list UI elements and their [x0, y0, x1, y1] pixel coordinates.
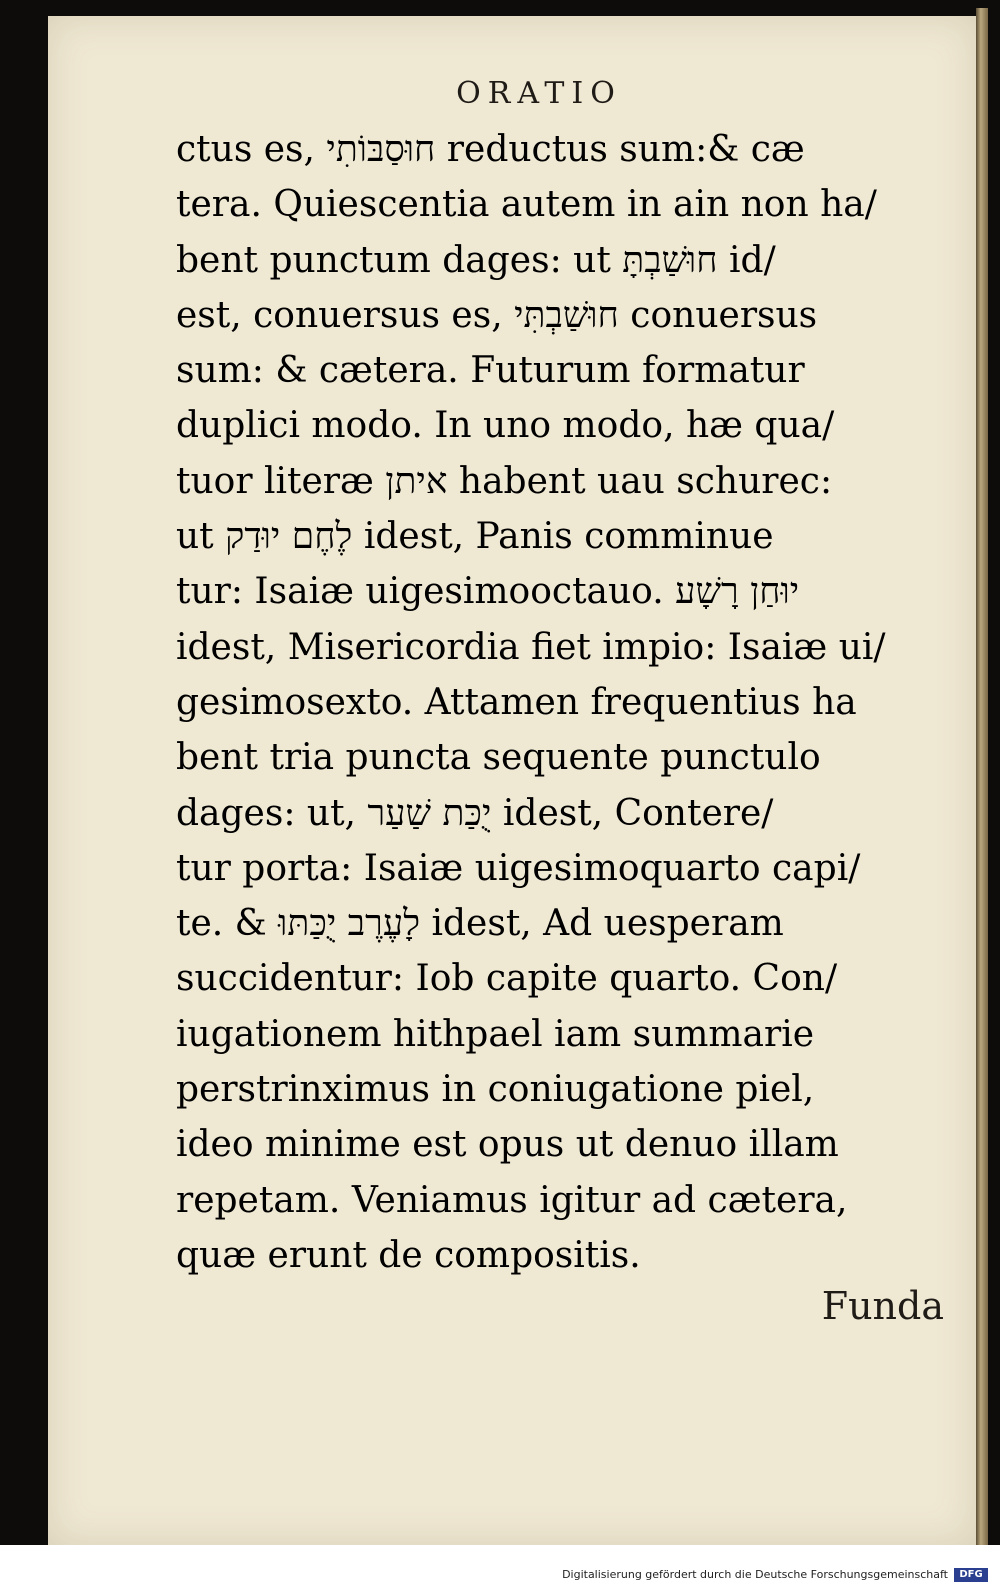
text-line: ut לֶחֶם יוּדַק idest, Panis comminue [176, 516, 774, 558]
dfg-logo: DFG [954, 1568, 988, 1582]
text-line: tuor literæ איתן habent uau schurec: [176, 460, 833, 502]
text-line: est, conuersus es, חוּשַׁבְתִּי conuersus [176, 294, 818, 336]
text-line: gesimosexto. Attamen frequentius ha [176, 681, 857, 723]
text-line: bent punctum dages: ut חוּשַׁבְתָּ id/ [176, 239, 776, 281]
text-line: tur: Isaiæ uigesimooctauo. יוּחַן רָשָׁע [176, 571, 800, 613]
footer-bar [0, 1545, 1000, 1591]
text-line: tur porta: Isaiæ uigesimoquarto capi/ [176, 847, 861, 889]
text-line: dages: ut, יֻכַּת שַׁעַר idest, Contere/ [176, 792, 774, 834]
text-line: idest, Misericordia fiet impio: Isaiæ ui/ [176, 626, 886, 668]
running-head: ORATIO [456, 76, 622, 111]
text-line: te. & לָעֶרֶב יֻכַּתּוּ idest, Ad uesperam [176, 903, 784, 945]
text-line: iugationem hithpael iam summarie [176, 1013, 815, 1055]
text-line: quæ erunt de compositis. [176, 1234, 641, 1276]
text-line: duplici modo. In uno modo, hæ qua/ [176, 405, 835, 447]
catchword: Funda [821, 1284, 944, 1328]
body-text [176, 122, 898, 1283]
text-line: bent tria puncta sequente punctulo [176, 737, 821, 779]
footer-credit: Digitalisierung gefördert durch die Deutsche Forschungsgemeinschaft [562, 1568, 948, 1581]
text-line: perstrinximus in coniugatione piel, [176, 1069, 815, 1111]
text-line: ctus es, חוּסַבּוֹתִי reductus sum:& cæ [176, 129, 805, 170]
text-line: sum: & cætera. Futurum formatur [176, 350, 805, 392]
text-line: succidentur: Iob capite quarto. Con/ [176, 958, 838, 1000]
text-line: tera. Quiescentia autem in ain non ha/ [176, 184, 877, 226]
page-edge [976, 8, 988, 1548]
text-line: repetam. Veniamus igitur ad cætera, [176, 1179, 848, 1221]
text-line: ideo minime est opus ut denuo illam [176, 1124, 839, 1166]
